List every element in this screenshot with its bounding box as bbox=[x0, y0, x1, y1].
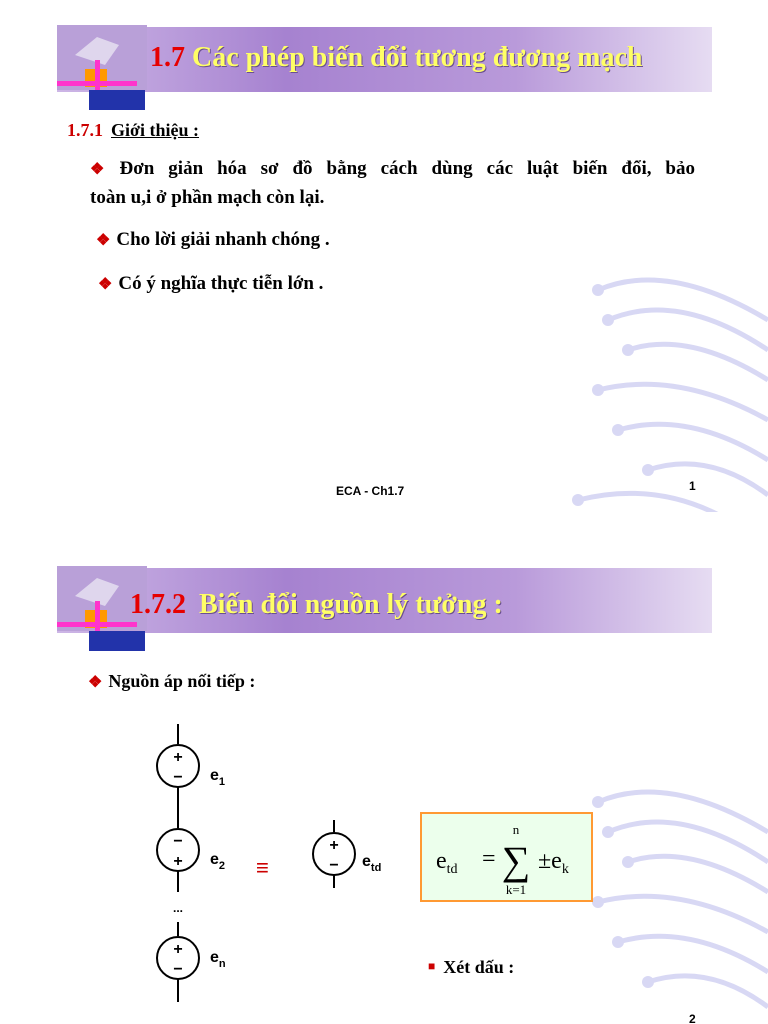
sign-note: ■ Xét dấu : bbox=[428, 957, 515, 977]
sum-formula bbox=[422, 814, 591, 900]
equivalence-symbol: ≡ bbox=[256, 855, 269, 880]
source-sign-bottom: − bbox=[173, 769, 183, 786]
page-number: 1 bbox=[689, 479, 696, 493]
source-sign-top: + bbox=[329, 837, 339, 854]
formula-box bbox=[420, 812, 593, 902]
title-text: Các phép biến đổi tương đương mạch bbox=[192, 42, 643, 73]
square-bullet-icon: ■ bbox=[428, 959, 436, 973]
source-label-e1: $e_1$ bbox=[210, 767, 226, 788]
section-number: 1.7.1 bbox=[67, 120, 103, 140]
source-sign-top: + bbox=[173, 941, 183, 958]
diamond-bullet-icon: ❖ bbox=[98, 276, 113, 293]
ellipsis: ... bbox=[172, 901, 184, 915]
formula-equals: = bbox=[482, 846, 496, 872]
sum-upper-limit: n bbox=[512, 822, 520, 837]
source-sign-bottom: + bbox=[173, 853, 183, 870]
source-label-en: $e_n$ bbox=[210, 949, 226, 970]
title-number: 1.7 bbox=[150, 42, 185, 73]
circuit-pattern-decoration bbox=[568, 772, 768, 1024]
diamond-bullet-icon: ❖ bbox=[90, 161, 114, 178]
title-text: Biến đổi nguồn lý tưởng : bbox=[199, 589, 503, 620]
slide-logo-icon bbox=[57, 25, 147, 113]
formula-rhs: $\pm e_k$ bbox=[538, 848, 569, 877]
voltage-source-circuit bbox=[140, 722, 410, 1007]
section-label: Giới thiệu : bbox=[111, 120, 199, 140]
page-number: 2 bbox=[689, 1012, 696, 1024]
title-number: 1.7.2 bbox=[130, 589, 186, 620]
diamond-bullet-icon: ❖ bbox=[88, 674, 103, 691]
diamond-bullet-icon: ❖ bbox=[96, 232, 111, 249]
slide-2 bbox=[0, 512, 768, 1024]
source-sign-bottom: − bbox=[329, 857, 339, 874]
source-sign-top: + bbox=[173, 749, 183, 766]
bullet-item: ❖ Nguồn áp nối tiếp : bbox=[88, 671, 256, 691]
bullet-item: ❖ Cho lời giải nhanh chóng . bbox=[96, 229, 330, 250]
footer-text: ECA - Ch1.7 bbox=[336, 484, 405, 498]
circuit-pattern-decoration bbox=[568, 260, 768, 512]
section-heading bbox=[67, 120, 199, 141]
bullet-item: ❖ Có ý nghĩa thực tiễn lớn . bbox=[98, 273, 324, 294]
sum-lower-limit: k=1 bbox=[505, 882, 527, 897]
slide-title bbox=[130, 589, 503, 621]
source-label-etd: $e_{td}$ bbox=[362, 853, 382, 874]
source-sign-top: − bbox=[173, 833, 183, 850]
sum-symbol: ∑ bbox=[501, 838, 531, 883]
source-label-e2: $e_2$ bbox=[210, 851, 226, 872]
bullet-item: ❖ Đơn giản hóa sơ đồ bằng cách dùng các luật biến đổi, bảo toàn u,i ở phần mạch còn lại. bbox=[90, 158, 695, 208]
formula-lhs: $e_{td}$ bbox=[436, 848, 458, 877]
source-sign-bottom: − bbox=[173, 961, 183, 978]
slide-title bbox=[150, 42, 642, 74]
